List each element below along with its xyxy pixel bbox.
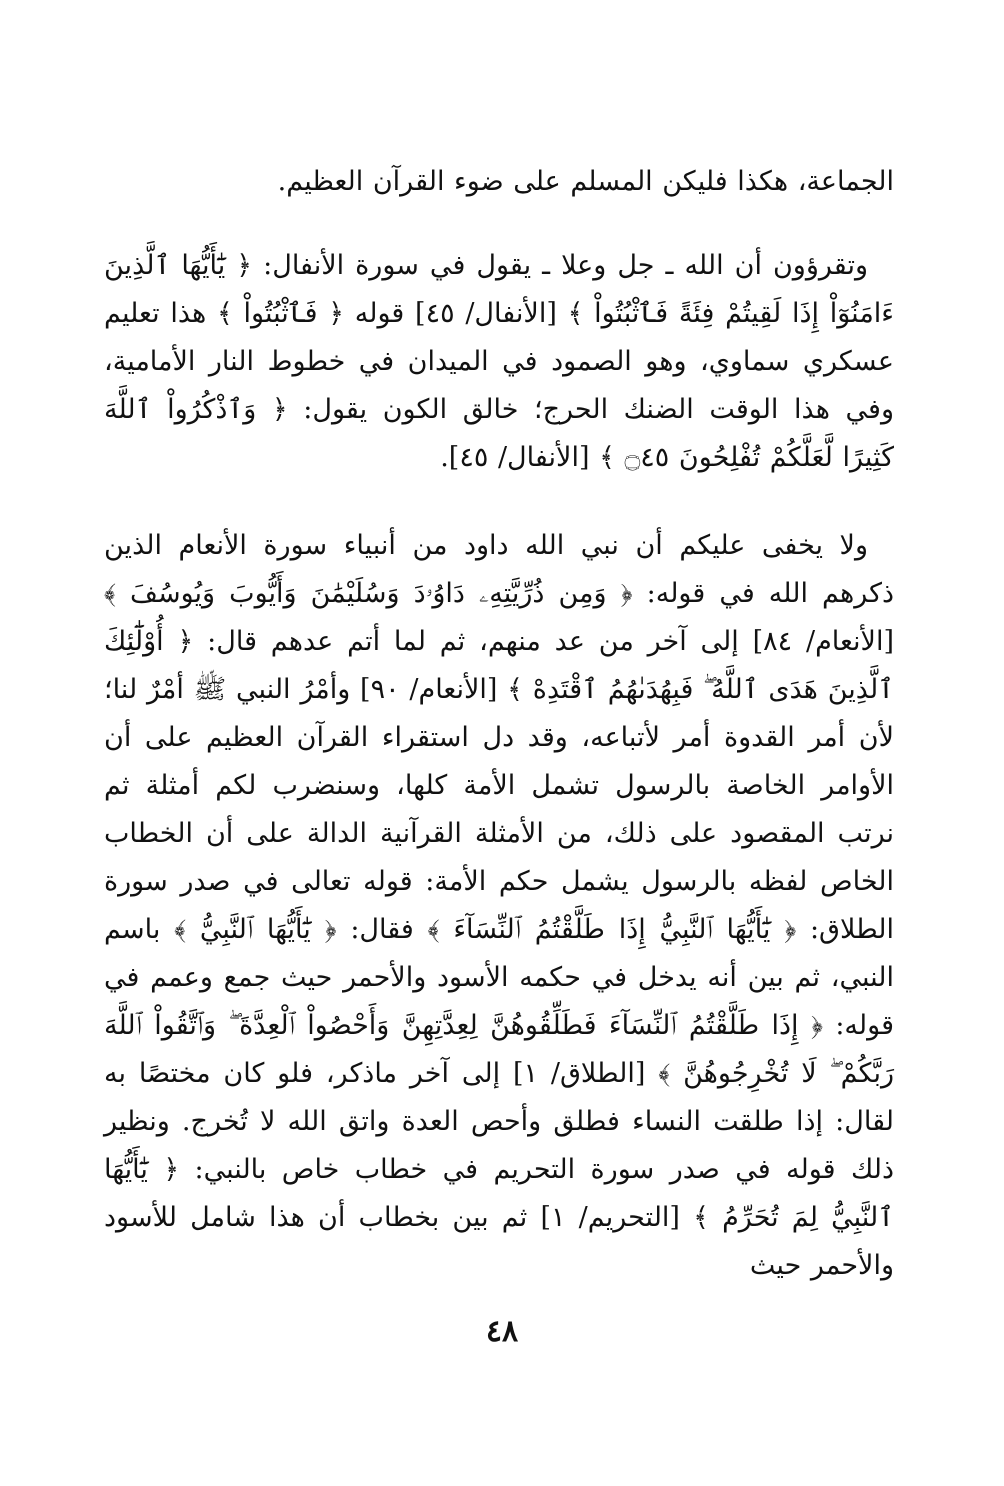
paragraph-1-text: الجماعة، هكذا فليكن المسلم على ضوء القرآن العظيم. [277, 166, 894, 197]
paragraph-2 [104, 242, 894, 482]
paragraph-2-text: وتقرؤون أن الله ـ جل وعلا ـ يقول في سورة الأنفال: ﴿ يَٰٓأَيُّهَا ٱلَّذِينَ ءَامَنُوٓاْ إِذَا لَقِيتُمْ فِئَةً فَٱثْبُتُواْ ﴾ [الأنفال/ ٤٥] قوله ﴿ فَٱثْبُتُواْ ﴾ هذا تعليم عسكري سماوي، وهو الصمود في الميدان في خطوط النار الأمامية، وفي هذا الوقت الضنك الحرج؛ خالق الكون يقول: ﴿ وَٱذْكُرُواْ ٱللَّهَ كَثِيرًا لَّعَلَّكُمْ تُفْلِحُونَ ۝٤٥ ﴾ [الأنفال/ ٤٥]. [104, 250, 894, 473]
paragraph-3-text: ولا يخفى عليكم أن نبي الله داود من أنبياء سورة الأنعام الذين ذكرهم الله في قوله: ﴿ وَمِن ذُرِّيَّتِهِۦ دَاوُۥدَ وَسُلَيْمَٰنَ وَأَيُّوبَ وَيُوسُفَ ﴾ [الأنعام/ ٨٤] إلى آخر من عد منهم، ثم لما أتم عدهم قال: ﴿ أُوْلَٰٓئِكَ ٱلَّذِينَ هَدَى ٱللَّهُ ۖ فَبِهُدَىٰهُمُ ٱقْتَدِهْ ﴾ [الأنعام/ ٩٠] وأمْرُ النبي ﷺ أمْرٌ لنا؛ لأن أمر القدوة أمر لأتباعه، وقد دل استقراء القرآن العظيم على أن الأوامر الخاصة بالرسول تشمل الأمة كلها، وسنضرب لكم أمثلة ثم نرتب المقصود على ذلك، من الأمثلة القرآنية الدالة على أن الخطاب الخاص لفظه بالرسول يشمل حكم الأمة: قوله تعالى في صدر سورة الطلاق: ﴿ يَٰٓأَيُّهَا ٱلنَّبِيُّ إِذَا طَلَّقْتُمُ ٱلنِّسَآءَ ﴾ فقال: ﴿ يَٰٓأَيُّهَا ٱلنَّبِيُّ ﴾ باسم النبي، ثم بين أنه يدخل في حكمه الأسود والأحمر حيث جمع وعمم في قوله: ﴿ إِذَا طَلَّقْتُمُ ٱلنِّسَآءَ فَطَلِّقُوهُنَّ لِعِدَّتِهِنَّ وَأَحْصُواْ ٱلْعِدَّةَ ۖ وَٱتَّقُواْ ٱللَّهَ رَبَّكُمْ ۖ لَا تُخْرِجُوهُنَّ ﴾ [الطلاق/ ١] إلى آخر ماذكر، فلو كان مختصًا به لقال: إذا طلقت النساء فطلق وأحص العدة واتق الله لا تُخرج. ونظير ذلك قوله في صدر سورة التحريم في خطاب خاص بالنبي: ﴿ يَٰٓأَيُّهَا ٱلنَّبِيُّ لِمَ تُحَرِّمُ ﴾ [التحريم/ ١] ثم بين بخطاب أن هذا شامل للأسود والأحمر حيث [104, 530, 895, 1281]
paragraph-3 [104, 522, 894, 1290]
page-number: ٤٨ [485, 1314, 519, 1349]
paragraph-1 [104, 158, 894, 206]
